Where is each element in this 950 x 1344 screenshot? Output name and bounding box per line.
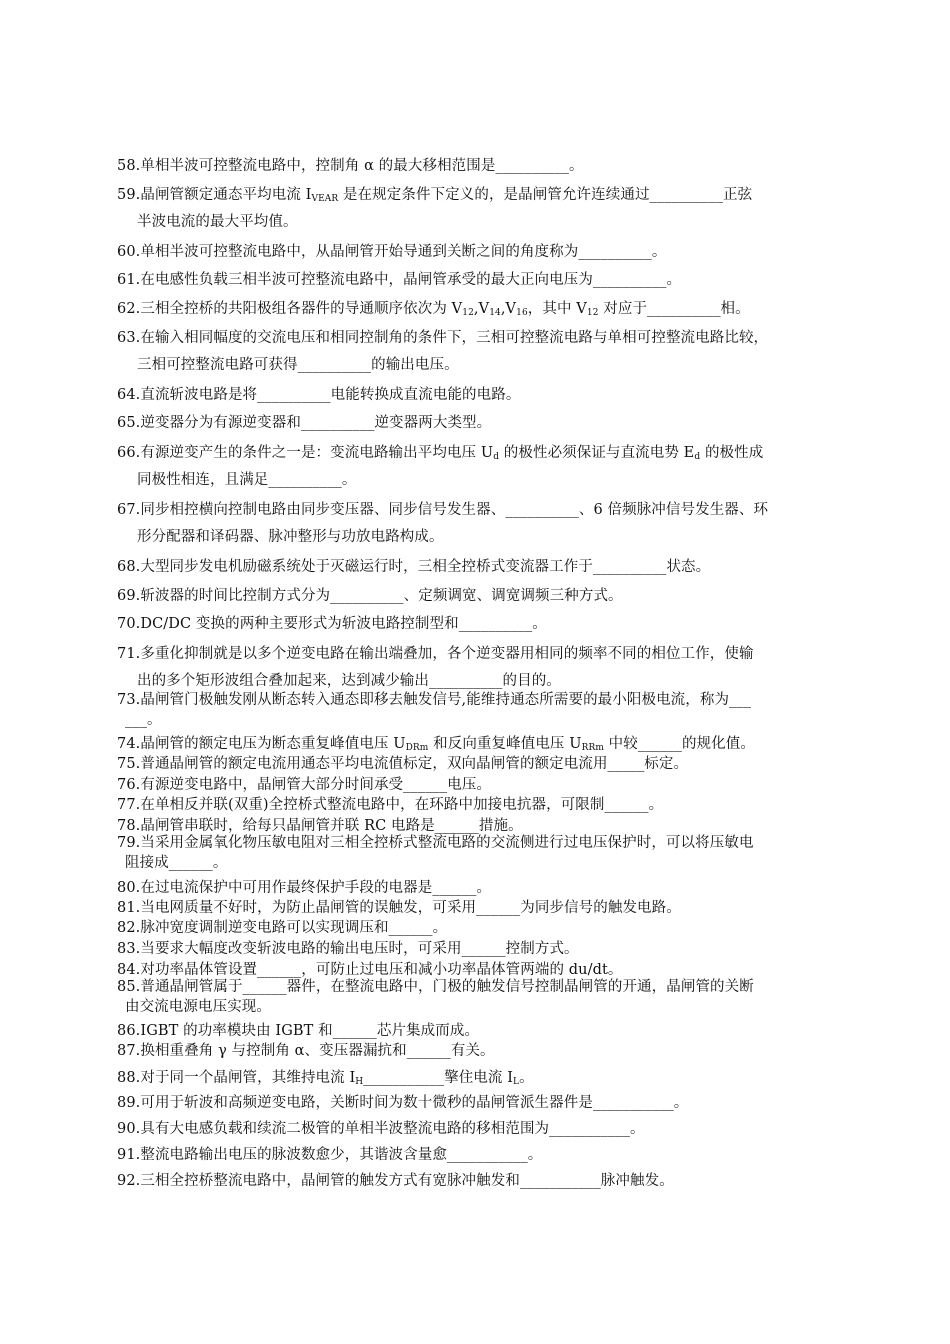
question-line: 由交流电源电压实现。 (125, 999, 271, 1015)
question-line: 68.大型同步发电机励磁系统处于灭磁运行时，三相全控桥式变流器工作于__________状态。 (117, 559, 711, 575)
question-line: 阻接成______。 (125, 855, 228, 871)
question-line: 出的多个矩形波组合叠加起来，达到减少输出__________的目的。 (137, 673, 561, 689)
question-line: 59.晶闸管额定通态平均电流 $I_{VEAR}$ 是在规定条件下定义的，是晶闸管允许连续通过__________正弦 (117, 187, 753, 204)
question-line: 75.普通晶闸管的额定电流用通态平均电流值标定，双向晶闸管的额定电流用_____标定。 (117, 756, 689, 772)
question-68 (117, 555, 842, 576)
question-88 (117, 1066, 842, 1087)
question-67 (117, 497, 842, 551)
question-line: 62.三相全控桥的共阳极组各器件的导通顺序依次为 $V_{12},V_{14},V_{16}$，其中 $V_{12}$ 对应于__________相。 (117, 301, 750, 318)
question-line: 64.直流斩波电路是将__________电能转换成直流电能的电路。 (117, 387, 521, 403)
question-87 (117, 1039, 842, 1060)
question-66 (117, 440, 842, 494)
question-61 (117, 268, 842, 289)
question-82 (117, 916, 842, 937)
question-line: 81.当电网质量不好时，为防止晶闸管的误触发，可采用______为同步信号的触发电路。 (117, 900, 681, 916)
question-74 (117, 732, 842, 753)
question-line: 66.有源逆变产生的条件之一是：变流电路输出平均电压 $U_d$ 的极性必须保证与直流电势 $E_d$ 的极性成 (117, 445, 764, 462)
question-89 (117, 1091, 842, 1112)
question-62 (117, 297, 842, 318)
question-63 (117, 325, 842, 379)
question-line: 65.逆变器分为有源逆变器和__________逆变器两大类型。 (117, 415, 492, 431)
question-71 (117, 641, 842, 695)
question-80 (117, 876, 842, 897)
question-line: 80.在过电流保护中可用作最终保护手段的电器是______。 (117, 880, 492, 896)
question-line: 形分配器和译码器、脉冲整形与功放电路构成。 (137, 529, 444, 545)
question-64 (117, 383, 842, 404)
question-70 (117, 612, 842, 633)
question-line: 85.普通晶闸管属于______器件，在整流电路中，门极的触发信号控制晶闸管的开通，晶闸管的关断 (117, 979, 754, 995)
question-line: 69.斩波器的时间比控制方式分为__________、定频调宽、调宽调频三种方式。 (117, 588, 623, 604)
question-77 (117, 793, 842, 814)
question-line: 86.IGBT 的功率模块由 IGBT 和______芯片集成而成。 (117, 1023, 480, 1039)
question-line: 61.在电感性负载三相半波可控整流电路中，晶闸管承受的最大正向电压为__________。 (117, 272, 682, 288)
question-line: 87.换相重叠角 γ 与控制角 α、变压器漏抗和______有关。 (117, 1043, 495, 1059)
question-76 (117, 773, 842, 794)
question-line: 84.对功率晶体管设置______，可防止过电压和减小功率晶体管两端的 du/dt。 (117, 962, 623, 978)
question-60 (117, 240, 842, 261)
question-84 (117, 958, 842, 979)
question-line: 82.脉冲宽度调制逆变电路可以实现调压和______。 (117, 920, 448, 936)
question-line: 60.单相半波可控整流电路中，从晶闸管开始导通到关断之间的角度称为__________。 (117, 244, 667, 260)
question-78 (117, 814, 842, 835)
question-line: 88.对于同一个晶闸管，其维持电流 $I_H\_\_\_\_\_\_\_\_\_\_\_$擎住电流 $I_L$。 (117, 1070, 534, 1087)
question-line: 70.DC/DC 变换的两种主要形式为斩波电路控制型和__________。 (117, 616, 547, 632)
question-line: 91.整流电路输出电压的脉波数愈少，其谐波含量愈___________。 (117, 1147, 543, 1163)
question-line: 78.晶闸管串联时，给每只晶闸管并联 RC 电路是______措施。 (117, 818, 523, 834)
question-line: 92.三相全控桥整流电路中，晶闸管的触发方式有宽脉冲触发和___________脉冲触发。 (117, 1173, 674, 1189)
question-59 (117, 182, 842, 236)
question-line: 同极性相连，且满足__________。 (137, 472, 357, 488)
question-58 (117, 154, 842, 175)
question-81 (117, 896, 842, 917)
question-line: 三相可控整流电路可获得__________的输出电压。 (137, 357, 459, 373)
question-line: 63.在输入相同幅度的交流电压和相同控制角的条件下，三相可控整流电路与单相可控整流电路比较， (117, 330, 769, 346)
question-79 (117, 833, 842, 873)
question-line: 89.可用于斩波和高频逆变电路，关断时间为数十微秒的晶闸管派生器件是___________。 (117, 1095, 689, 1111)
question-line: 74.晶闸管的额定电压为断态重复峰值电压 $U_{DRm}$ 和反向重复峰值电压 $U_{RRm}$ 中较______的规化值。 (117, 736, 755, 753)
question-86 (117, 1019, 842, 1040)
question-91 (117, 1143, 842, 1164)
question-line: 76.有源逆变电路中，晶闸管大部分时间承受______电压。 (117, 777, 492, 793)
question-line: 58.单相半波可控整流电路中，控制角 α 的最大移相范围是__________。 (117, 158, 584, 174)
question-90 (117, 1117, 842, 1138)
question-line: 67.同步相控横向控制电路由同步变压器、同步信号发生器、__________、6 倍频脉冲信号发生器、环 (117, 502, 769, 518)
question-line: ___。 (125, 712, 162, 728)
question-92 (117, 1169, 842, 1190)
question-69 (117, 584, 842, 605)
question-83 (117, 937, 842, 958)
question-line: 73.晶闸管门极触发刚从断态转入通态即移去触发信号,能维持通态所需要的最小阳极电流，称为___ (117, 692, 752, 708)
question-85 (117, 977, 842, 1017)
question-line: 半波电流的最大平均值。 (137, 214, 298, 230)
question-65 (117, 411, 842, 432)
question-line: 77.在单相反并联(双重)全控桥式整流电路中，在环路中加接电抗器，可限制______。 (117, 797, 664, 813)
question-75 (117, 752, 842, 773)
question-line: 71.多重化抑制就是以多个逆变电路在输出端叠加，各个逆变器用相同的频率不同的相位工作，使输 (117, 646, 754, 662)
question-line: 90.具有大电感负载和续流二极管的单相半波整流电路的移相范围为___________。 (117, 1121, 645, 1137)
question-73 (117, 690, 842, 730)
question-line: 79.当采用金属氧化物压敏电阻对三相全控桥式整流电路的交流侧进行过电压保护时，可以将压敏电 (117, 835, 754, 851)
question-line: 83.当要求大幅度改变斩波电路的输出电压时，可采用______控制方式。 (117, 941, 579, 957)
